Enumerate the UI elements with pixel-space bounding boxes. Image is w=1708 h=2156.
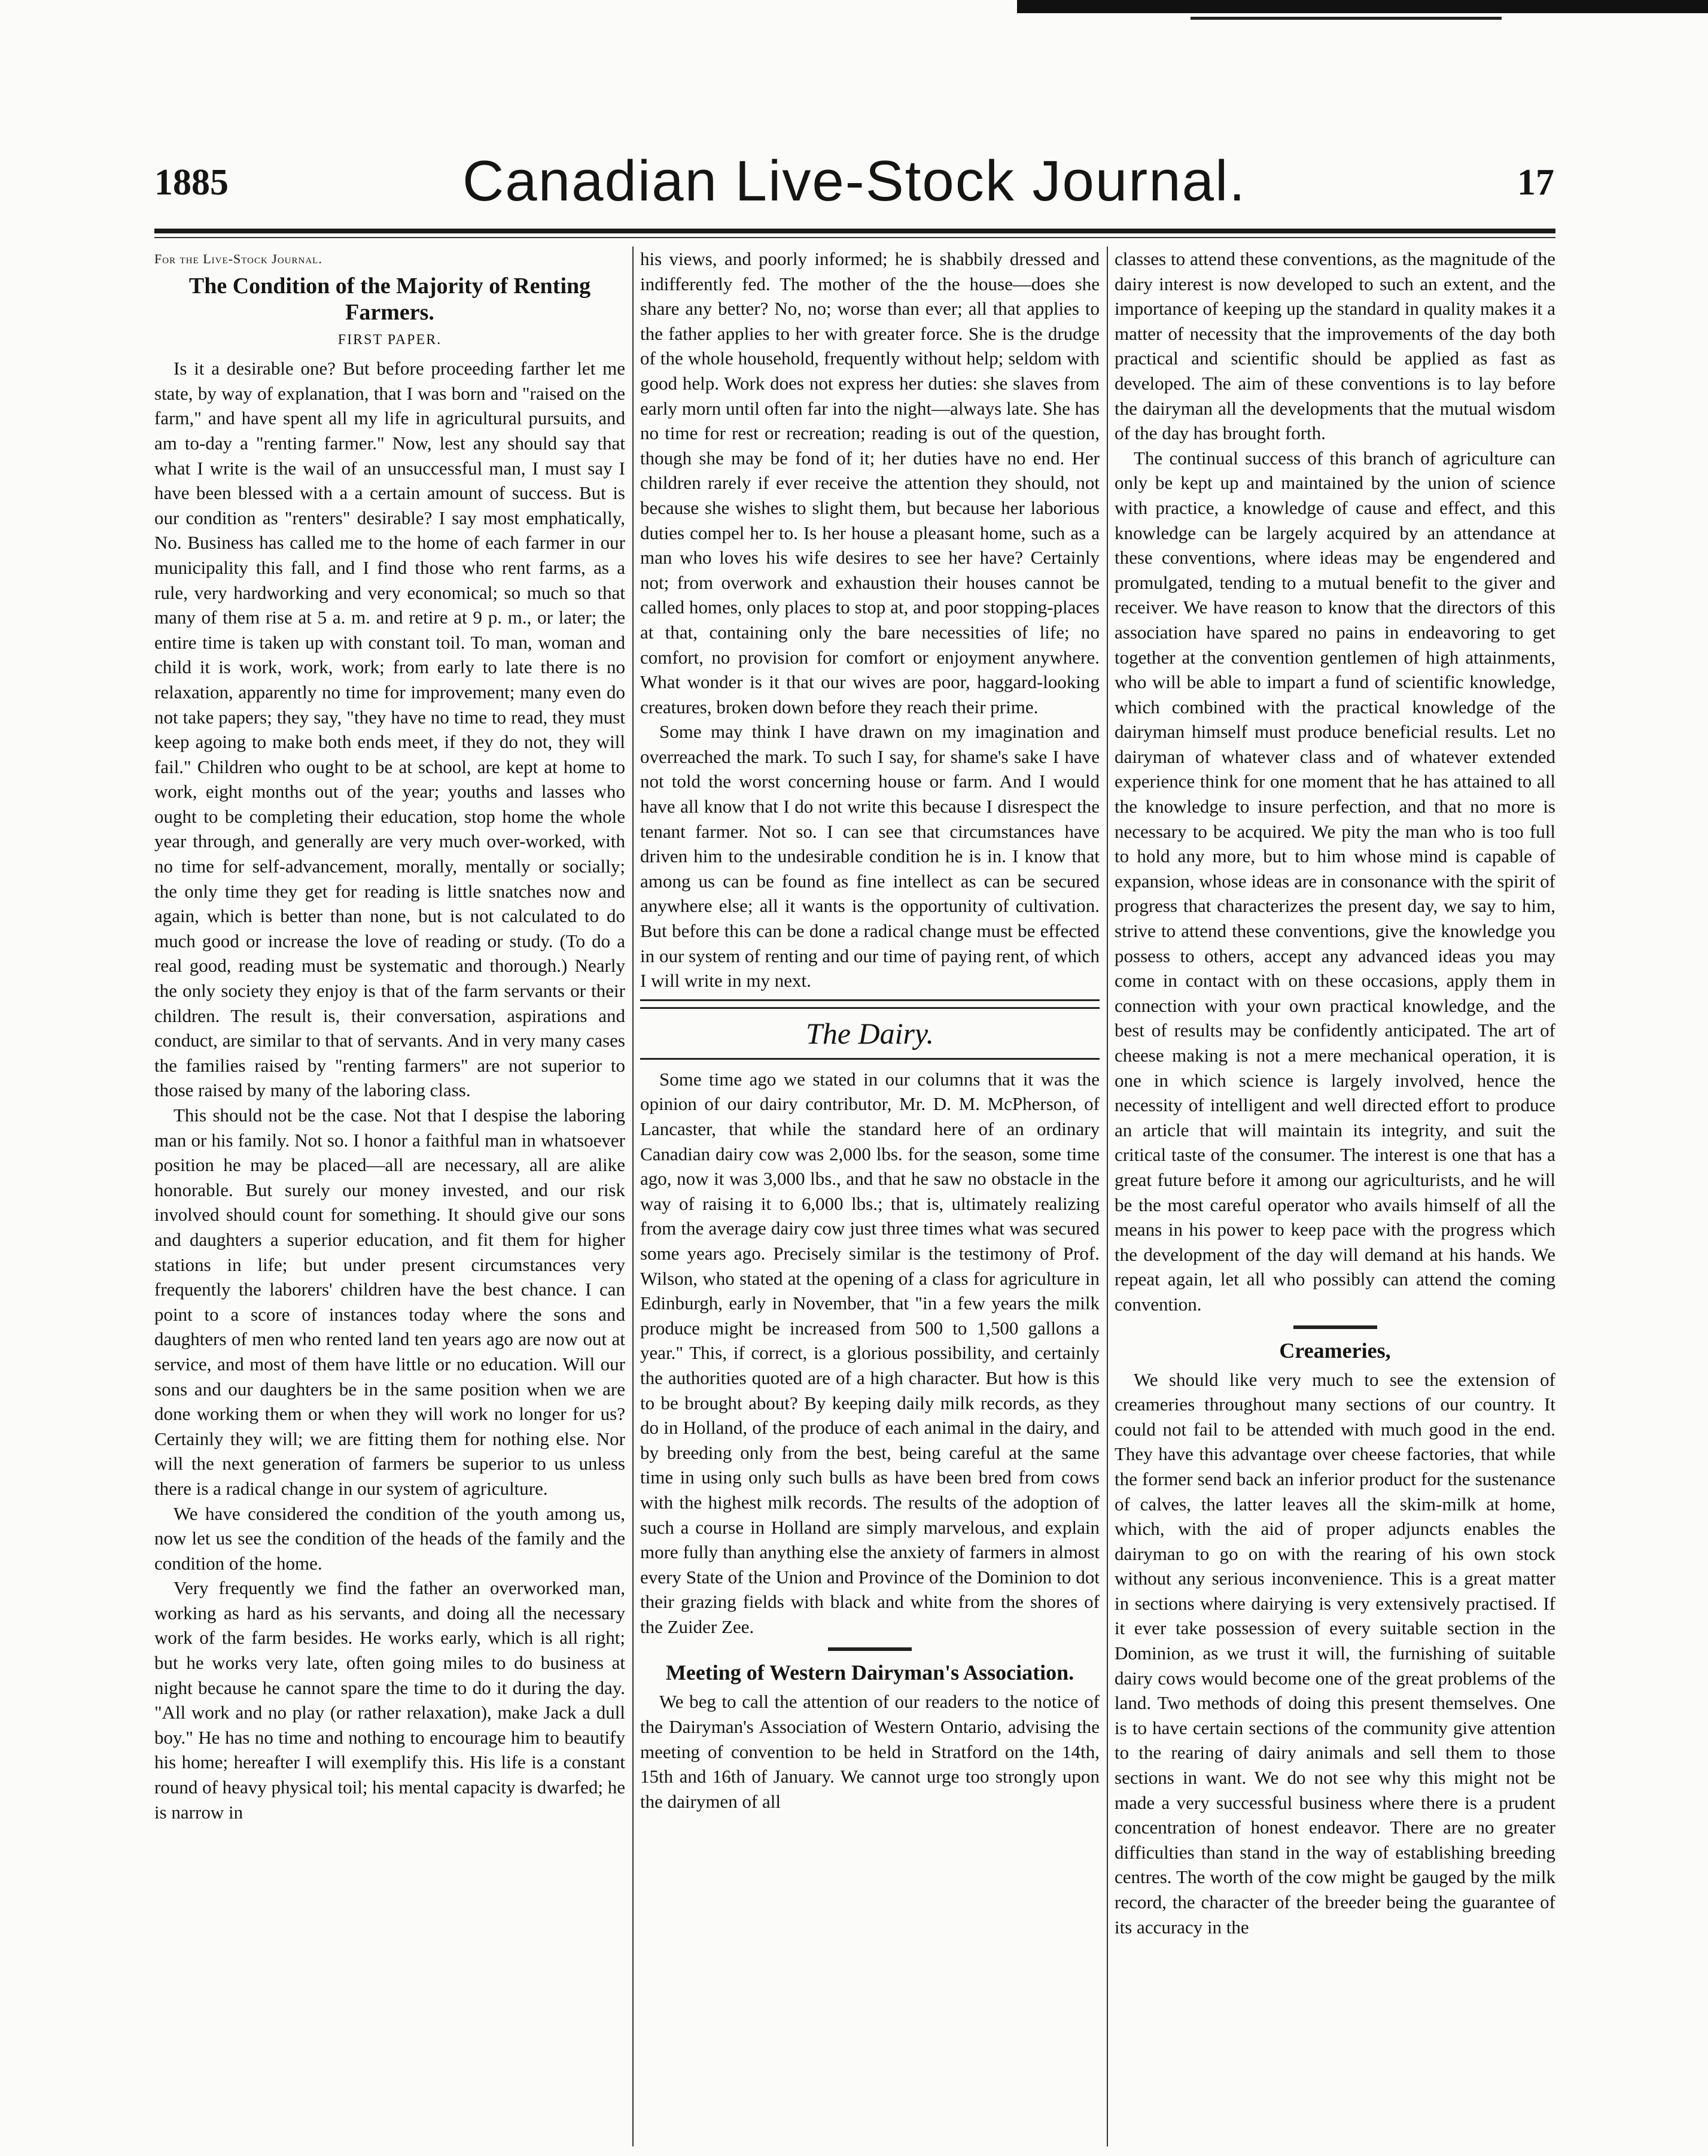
section-heading-dairy: The Dairy. — [806, 1016, 934, 1050]
paragraph: Some may think I have drawn on my imagination and overreached the mark. To such I say, for shame's sake I have not told the worst concerning house or farm. And I would have all know that I do not write this because I disrespect the tenant farmer. Not so. I can see that circumstances have driven him to the undesirable condition he is in. I know that among us can be found as fine intellect as can be secured anywhere else; all it wants is the opportunity of cultivation. But before this can be done a radical change must be effected in our system of renting and our time of paying rent, of which I will write in my next. — [640, 721, 1100, 992]
paragraph: Is it a desirable one? But before proceeding farther let me state, by way of explanation, that I was born and "raised on the farm," and have spent all my life in agricultural pursuits, and am to-day a "renting farmer." Now, lest any should say that what I write is the wail of an unsuccessful man, I must say I have been blessed with a a certain amount of success. But is our condition as "renters" desirable? I say most emphatically, No. Business has called me to the home of each farmer in our municipality this fall, and I find those who rent farms, as a rule, very hardworking and very economical; so much so that many of them rise at 5 a. m. and retire at 9 p. m., or later; the entire time is taken up with constant toil. To man, woman and child it is work, work, work; from early to late there is no relaxation, apparently no time for improvement; many even do not take papers; they say, "they have no time to read, they must keep agoing to make both ends meet, if they do not, they will fail." Children who ought to be at school, are kept at home to work, eight months out of the year; youths and lasses who ought to be completing their education, stop home the whole year through, and generally are very much over-worked, with no time for self-advancement, morally, mentally or socially; the only time they get for reading is little snatches now and again, which is better than none, but is not calculated to do much good or increase the love of reading or study. (To do a real good, reading must be systematic and thorough.) Nearly the only society they enjoy is that of the farm servants or their children. The result is, their conversation, aspirations and conduct, are similar to that of servants. And in very many cases the families raised by "renting farmers" are not superior to those raised by many of the laboring class. — [154, 358, 625, 1101]
paragraph: We beg to call the attention of our readers to the notice of the Dairyman's Association of Western Ontario, advising the meeting of convention to be held in Stratford on the 14th, 15th and 16th of January. We cannot urge too strongly upon the dairymen of all — [640, 1691, 1100, 1812]
paragraph: The continual success of this branch of agriculture can only be kept up and maintained by the union of science with practice, a knowledge of cause and effect, and this knowledge can be largely acquired by an attendance at these conventions, where ideas may be engendered and promulgated, tending to a mutual benefit to the giver and receiver. We have reason to know that the directors of this association have spared no pains in endeavoring to get together at the convention gentlemen of high attainments, who will be able to impart a fund of scientific knowledge, which combined with the practical knowledge of the dairyman himself must produce beneficial results. Let no dairyman of whatever class and of whatever extended experience think for one moment that he has attained to all the knowledge to insure perfection, and that no more is necessary to be acquired. We pity the man who is too full to hold any more, but to him whose mind is capable of expansion, whose ideas are in consonance with the spirit of progress that characterizes the present day, we say to him, strive to attend these conventions, give the knowledge you possess to others, accept any advanced ideas you may come in contact with on these occasions, apply them in connection with your own practical knowledge, and the best of results may be confidently anticipated. The art of cheese making is not a mere mechanical operation, it is one in which science is largely involved, hence the necessity of intelligent and well directed effort to produce an article that will maintain its integrity, and suit the critical taste of the consumer. The interest is one that has a great future before it among our agriculturists, and he will be the most careful operator who avails himself of all the means in his power to keep pace with the progress which the development of the day will demand at his hands. We repeat again, let all who possibly can attend the coming convention. — [1115, 447, 1555, 1315]
paragraph: Some time ago we stated in our columns that it was the opinion of our dairy contributor, Mr. D. M. McPherson, of Lancaster, that while the standard here of an ordinary Canadian dairy cow was 2,000 lbs. for the season, some time ago, now it was 3,000 lbs., and that he saw no obstacle in the way of raising it to 6,000 lbs.; that is, ultimately realizing from the average dairy cow just three times what was secured some years ago. Precisely similar is the testimony of Prof. Wilson, who stated at the opening of a class for agriculture in Edinburgh, early in November, that "in a few years the milk produce might be increased from 500 to 1,500 gallons a year." This, if correct, is a glorious possibility, and certainly the authorities quoted are of a high character. But how is this to be brought about? By keeping daily milk records, as they do in Holland, of the produce of each animal in the dairy, and by breeding only from the best, being careful at the same time in using only such bulls as have been bred from cows with the highest milk records. The results of the adoption of such a course in Holland are simply marvelous, and explain more fully than anything else the anxiety of farmers in almost every State of the Union and Province of the Dominion to dot their grazing fields with black and white from the shores of the Zuider Zee. — [640, 1068, 1100, 1637]
top-edge-rule-secondary — [1191, 17, 1502, 20]
top-edge-rule — [1017, 0, 1708, 13]
column-divider-2 — [1107, 247, 1108, 2146]
column-2 — [640, 247, 1100, 2143]
page-number: 17 — [1517, 162, 1554, 203]
column-3 — [1115, 247, 1555, 2143]
masthead-year: 1885 — [154, 162, 229, 203]
section-rule — [640, 999, 1100, 1009]
column-1 — [154, 247, 625, 2143]
article-heading-dairymans-association: Meeting of Western Dairyman's Association. — [665, 1661, 1074, 1685]
separator-rule — [1293, 1325, 1377, 1329]
separator-rule — [828, 1647, 912, 1651]
masthead-rule-thin — [154, 237, 1555, 238]
masthead-rule-thick — [154, 229, 1555, 233]
article-heading-renting-farmers: The Condition of the Majority of Renting Farmers. — [188, 273, 591, 325]
section-rule — [640, 1058, 1100, 1061]
paragraph: We have considered the condition of the youth among us, now let us see the condition of the heads of the family and the condition of the home. — [154, 1503, 625, 1574]
paragraph: We should like very much to see the extension of creameries throughout many sections of our country. It could not fail to be attended with much good in the end. They have this advantage over cheese factories, that while the former send back an inferior product for the sustenance of calves, the latter leaves all the skim-milk at home, which, with the aid of proper adjuncts enables the dairyman to go on with the rearing of his own stock without any serious inconvenience. This is a great matter in sections where dairying is very extensively practised. If it ever take possession of every suitable section in the Dominion, as we trust it will, the furnishing of suitable dairy cows would become one of the great problems of the land. Two methods of doing this present themselves. One is to have certain sections of the community give attention to the rearing of dairy animals and sell them to those sections in want. We do not see why this might not be made a very successful business where there is a prudent concentration of honest endeavor. There are no greater difficulties than stand in the way of establishing breeding centres. The worth of the cow might be gauged by the milk record, the character of the breeder being the guarantee of its accuracy in the — [1115, 1369, 1555, 1938]
paragraph: This should not be the case. Not that I despise the laboring man or his family. Not so. I honor a faithful man in whatsoever position he may be placed—all are necessary, all are alike honorable. But surely our money invested, and our risk involved should count for something. It should give our sons and daughters a superior education, and fit them for higher stations in life; but under present circumstances very frequently the laborers' children have the best chance. I can point to a score of instances today where the sons and daughters of men who rented land ten years ago are now out at service, and most of them have little or no education. Will our sons and our daughters be in the same position when we are done working them or when they will work no longer for us? Certainly they will; we are fitting them for nothing else. Nor will the next generation of farmers be superior to us unless there is a radical change in our system of agriculture. — [154, 1105, 625, 1499]
journal-title: Canadian Live-Stock Journal. — [462, 149, 1247, 213]
article-heading-creameries: Creameries, — [1279, 1338, 1391, 1363]
paragraph: his views, and poorly informed; he is shabbily dressed and indifferently fed. The mother of the the house—does she share any better? No, no; worse than ever; all that applies to the father applies to her with greater force. She is the drudge of the whole household, frequently without help; seldom with good help. Work does not express her duties: she slaves from early morn until often far into the night—always late. She has no time for rest or recreation; reading is out of the question, though she may be fond of it; her duties have no end. Her children rarely if ever receive the attention they should, not because she wishes to slight them, but because her laborious duties compel her to. Is her house a pleasant home, such as a man who loves his wife desires to see her have? Certainly not; from overwork and exhaustion their houses cannot be called homes, only places to stop at, and poor stopping-places at that, containing only the bare necessities of life; no comfort, no provision for comfort or enjoyment anywhere. What wonder is it that our wives are poor, haggard-looking creatures, broken down before they reach their prime. — [640, 248, 1100, 717]
byline: For the Live-Stock Journal. — [154, 251, 322, 266]
masthead — [154, 148, 1554, 213]
paragraph: classes to attend these conventions, as the magnitude of the dairy interest is now developed to such an extent, and the importance of keeping up the standard in quality makes it a matter of necessity that the improvements of the day both practical and scientific should be applied as fast as developed. The aim of these conventions is to lay before the dairyman all the developments that the mutual wisdom of the day has brought forth. — [1115, 248, 1555, 444]
paragraph: Very frequently we find the father an overworked man, working as hard as his servants, and doing all the necessary work of the farm besides. He works early, which is all right; but he works very late, often going miles to do business at night because he cannot spare the time to do it during the day. "All work and no play (or rather relaxation), make Jack a dull boy." He has no time and nothing to encourage him to beautify his home; hereafter I will exemplify this. His life is a constant round of heavy physical toil; his mental capacity is dwarfed; he is narrow in — [154, 1577, 625, 1823]
article-subheading: FIRST PAPER. — [337, 332, 442, 348]
column-divider-1 — [632, 247, 634, 2146]
